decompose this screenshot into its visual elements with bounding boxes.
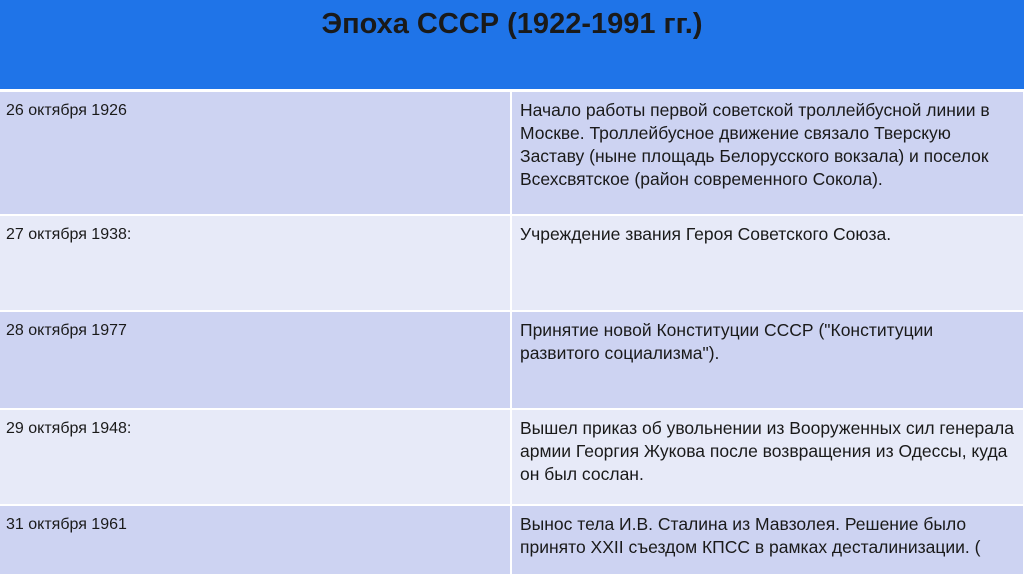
- table-row: [0, 505, 1024, 574]
- event-cell: Вынос тела И.В. Сталина из Мавзолея. Решение было принято XXII съездом КПСС в рамках десталинизации. (: [511, 505, 1024, 574]
- timeline-table: [0, 92, 1024, 574]
- event-cell: Начало работы первой советской троллейбусной линии в Москве. Троллейбусное движение связало Тверскую Заставу (ныне площадь Белорусского вокзала) и поселок Всехсвятское (район современного Сокола).: [511, 92, 1024, 215]
- table-row: [0, 215, 1024, 311]
- event-cell: Принятие новой Конституции СССР ("Конституции развитого социализма").: [511, 311, 1024, 409]
- date-cell: 31 октября 1961: [0, 505, 511, 574]
- slide-title: Эпоха СССР (1922-1991 гг.): [321, 8, 703, 40]
- table-row: [0, 409, 1024, 505]
- date-cell: 28 октября 1977: [0, 311, 511, 409]
- date-cell: 29 октября 1948:: [0, 409, 511, 505]
- title-banner: [0, 0, 1024, 92]
- event-cell: Учреждение звания Героя Советского Союза.: [511, 215, 1024, 311]
- event-cell: Вышел приказ об увольнении из Вооруженных сил генерала армии Георгия Жукова после возвращения из Одессы, куда он был сослан.: [511, 409, 1024, 505]
- table-row: [0, 92, 1024, 215]
- date-cell: 26 октября 1926: [0, 92, 511, 215]
- table-row: [0, 311, 1024, 409]
- date-cell: 27 октября 1938:: [0, 215, 511, 311]
